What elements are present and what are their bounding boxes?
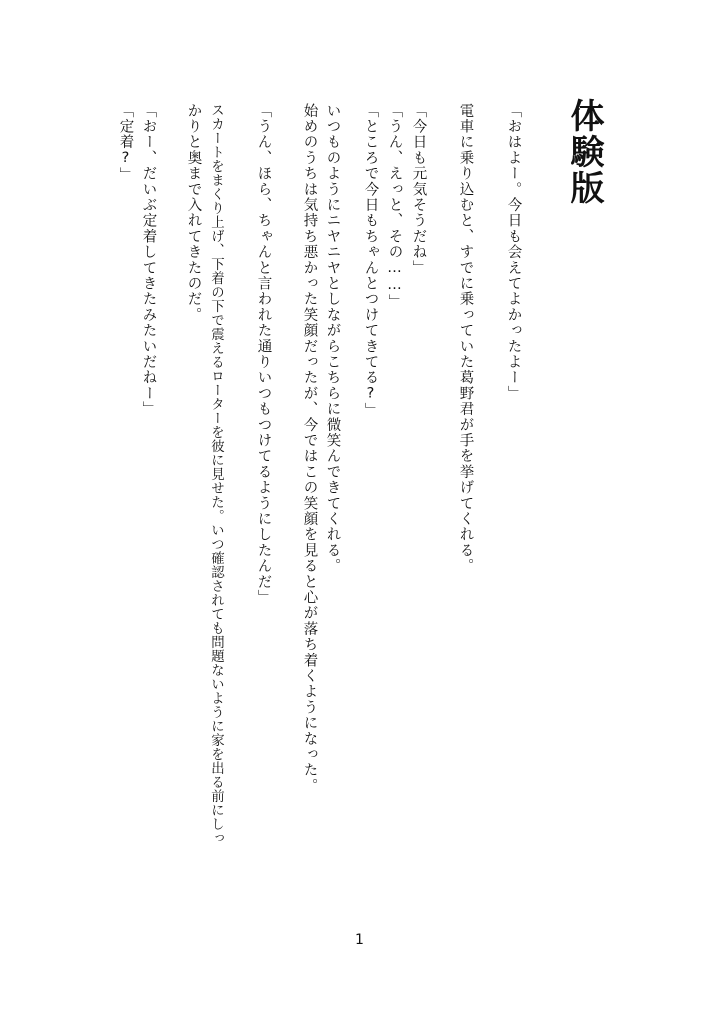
- text-line-7: 始めのうちは気持ち悪かった笑顔だったが、今ではこの笑顔を見ると心が落ち着くようになった。: [301, 103, 318, 794]
- page-number: 1: [355, 932, 364, 948]
- page-title: 体験版: [564, 98, 604, 206]
- text-line-3: 「今日も元気そうだね」: [410, 103, 427, 276]
- text-line-5: 「ところで今日もちゃんとつけてきてる?」: [362, 103, 379, 419]
- text-line-12: 「定着?」: [117, 103, 134, 183]
- text-line-2: 電車に乗り込むと、すでに乗っていた葛野君が手を挙げてくれる。: [457, 103, 474, 574]
- text-line-6: いつものようにニヤニヤとしながらこちらに微笑んできてくれる。: [324, 103, 341, 574]
- text-line-9: スカートをまくり上げ、下着の下で震えるローターを彼に見せた。いつ確認されても問題ないように家を出る前にしっ: [208, 103, 224, 845]
- text-line-11: 「おー、だいぶ定着してきたみたいだねー」: [140, 103, 157, 417]
- text-line-10: かりと奥まで入れてきたのだ。: [185, 103, 202, 323]
- text-line-4: 「うん、えっと、その……」: [386, 103, 403, 311]
- text-line-8: 「うん、ほら、ちゃんと言われた通りいつもつけてるようにしたんだ」: [255, 103, 272, 606]
- text-line-1: 「おはよー。今日も会えてよかったよー」: [505, 103, 522, 402]
